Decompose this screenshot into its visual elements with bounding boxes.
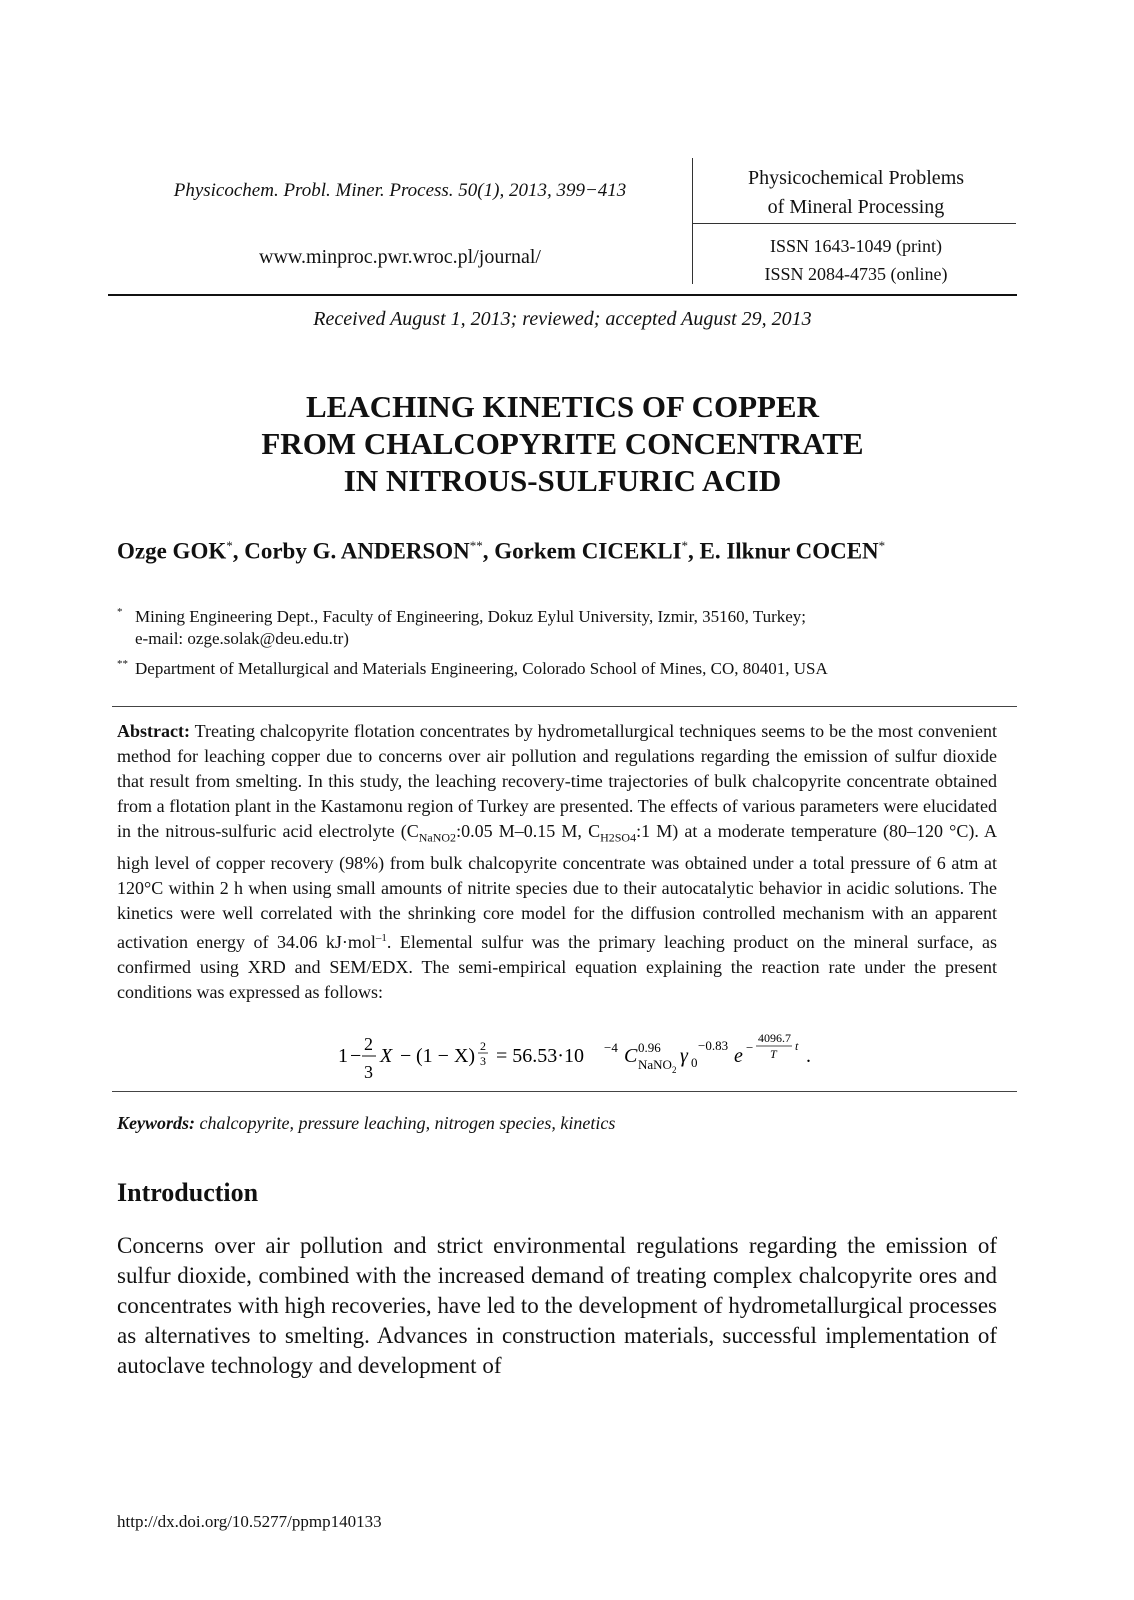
- author-name: Gorkem CICEKLI: [494, 538, 682, 564]
- eq-c: C: [624, 1045, 638, 1067]
- rate-equation: [330, 1032, 830, 1088]
- author-separator: ,: [688, 538, 700, 564]
- title-line1: LEACHING KINETICS OF COPPER: [306, 389, 819, 424]
- eq-e: e: [734, 1045, 743, 1067]
- abstract-label: Abstract:: [117, 721, 190, 741]
- journal-name: [694, 164, 1018, 222]
- abstract-subscript: NaNO2: [418, 830, 457, 845]
- author-separator: ,: [482, 538, 495, 564]
- eq-exp-neg4: −4: [604, 1040, 618, 1055]
- title-line3: IN NITROUS-SULFURIC ACID: [343, 463, 782, 498]
- journal-name-line1: Physicochemical Problems: [747, 167, 965, 189]
- affiliation-2: [117, 658, 1017, 680]
- eq-gamma-sup: −0.83: [698, 1038, 729, 1053]
- author-mark: *: [681, 538, 688, 553]
- paper-title: [108, 388, 1017, 499]
- journal-url: www.minproc.pwr.wroc.pl/journal/: [259, 246, 541, 268]
- affiliation-email: e-mail: ozge.solak@deu.edu.tr): [135, 629, 349, 648]
- abstract-subscript: H2SO4: [600, 830, 637, 845]
- eq-e-t: t: [795, 1039, 799, 1053]
- abstract-superscript: –1: [375, 931, 387, 944]
- abstract-text: Treating chalcopyrite flotation concentrates by hydrometallurgical techniques seems to be the most convenient method for leaching copper due to concerns over air pollution and regulations regarding the emission of sulfur dioxide that result from smelting. In this study, the leaching recovery-time trajectories of bulk chalcopyrite concentrate obtained from a flotation plant in the Kastamonu region of Turkey are presented. The effects of various parameters were elucidated in the nitrous-sulfuric acid electrolyte (C: [117, 721, 997, 841]
- header-rule: [108, 294, 1017, 296]
- eq-exp-num: 2: [480, 1039, 486, 1053]
- abstract-top-rule: [112, 706, 1017, 707]
- eq-gamma-sub: 0: [691, 1055, 698, 1070]
- keywords-label: Keywords:: [117, 1113, 195, 1133]
- issn-print: ISSN 1643-1049 (print): [770, 236, 942, 256]
- eq-minus: −: [350, 1045, 362, 1067]
- eq-frac-num: 2: [364, 1034, 373, 1054]
- title-line2: FROM CHALCOPYRITE CONCENTRATE: [261, 426, 864, 461]
- eq-frac-den: 3: [364, 1062, 373, 1082]
- issn-block: [694, 232, 1018, 288]
- received-dates: Received August 1, 2013; reviewed; accepted August 29, 2013: [313, 308, 812, 330]
- eq-c-sub: NaNO: [638, 1057, 672, 1072]
- journal-citation: Physicochem. Probl. Miner. Process. 50(1), 2013, 399−413: [173, 180, 627, 201]
- author-name: E. Ilknur COCEN: [699, 538, 879, 564]
- author-mark: **: [469, 538, 483, 553]
- doi-link[interactable]: http://dx.doi.org/10.5277/ppmp140133: [117, 1512, 382, 1531]
- author-list: [117, 538, 1017, 565]
- abstract-bottom-rule: [112, 1091, 1017, 1092]
- introduction-paragraph: Concerns over air pollution and strict environmental regulations regarding the emission of sulfur dioxide, combined with the increased demand of treating complex chalcopyrite ores and concentrates with high recoveries, have led to the development of hydrometallurgical processes as alternatives to smelting. Advances in construction materials, successful implementation of autoclave technology and development of: [117, 1233, 997, 1378]
- eq-c-sup: 0.96: [638, 1040, 661, 1055]
- eq-x: X: [380, 1045, 393, 1067]
- abstract-text: :1 M) at a moderate temperature (80–120 °C). A high level of copper recovery (98%) from bulk chalcopyrite concentrate was obtained under a total pressure of 6 atm at 120°C within 2 h when using small amounts of nitrite species due to their autocatalytic behavior in acidic solutions. The kinetics were well correlated with the shrinking core model for the diffusion controlled mechanism with an apparent activation energy of 34.06 kJ·mol: [117, 821, 997, 952]
- eq-gamma: γ: [680, 1045, 688, 1067]
- eq-one: 1: [338, 1045, 348, 1067]
- journal-name-line2: of Mineral Processing: [767, 196, 945, 218]
- eq-c-sub2: 2: [672, 1065, 677, 1075]
- author-mark: *: [878, 538, 886, 553]
- abstract: [117, 719, 997, 1005]
- affiliation-mark: *: [117, 606, 123, 618]
- keywords-text: chalcopyrite, pressure leaching, nitrogen species, kinetics: [195, 1113, 616, 1133]
- author-separator: ,: [232, 538, 245, 564]
- issn-online: ISSN 2084-4735 (online): [764, 264, 948, 284]
- eq-rhs: = 56.53·10: [496, 1045, 584, 1067]
- section-heading: Introduction: [117, 1178, 259, 1207]
- abstract-text: :0.05 M–0.15 M, C: [456, 821, 601, 841]
- author-name: Corby G. ANDERSON: [244, 538, 470, 564]
- abstract-text: . Elemental sulfur was the primary leaching product on the mineral surface, as confirmed using XRD and SEM/EDX. The semi-empirical equation explaining the reaction rate under the present conditions was expressed as follows:: [117, 931, 997, 1002]
- affiliation-1: [117, 606, 1017, 650]
- affiliation-text: Mining Engineering Dept., Faculty of Engineering, Dokuz Eylul University, Izmir, 35160, Turkey;: [135, 607, 807, 626]
- affiliation-text: Department of Metallurgical and Materials Engineering, Colorado School of Mines, CO, 80401, USA: [135, 659, 828, 678]
- keywords: [117, 1113, 615, 1134]
- header-divider-vertical: [692, 158, 693, 284]
- header-divider-horizontal: [692, 223, 1016, 224]
- author-name: Ozge GOK: [117, 538, 227, 564]
- eq-e-num: 4096.7: [758, 1032, 791, 1045]
- eq-e-minus: −: [746, 1040, 754, 1055]
- eq-minus: −: [400, 1045, 412, 1067]
- affiliation-mark: **: [117, 658, 128, 670]
- eq-period: .: [806, 1045, 811, 1067]
- eq-exp-den: 3: [480, 1054, 486, 1068]
- eq-paren: (1 − X): [416, 1045, 476, 1067]
- eq-e-den: T: [770, 1047, 777, 1061]
- author-mark: *: [226, 538, 233, 553]
